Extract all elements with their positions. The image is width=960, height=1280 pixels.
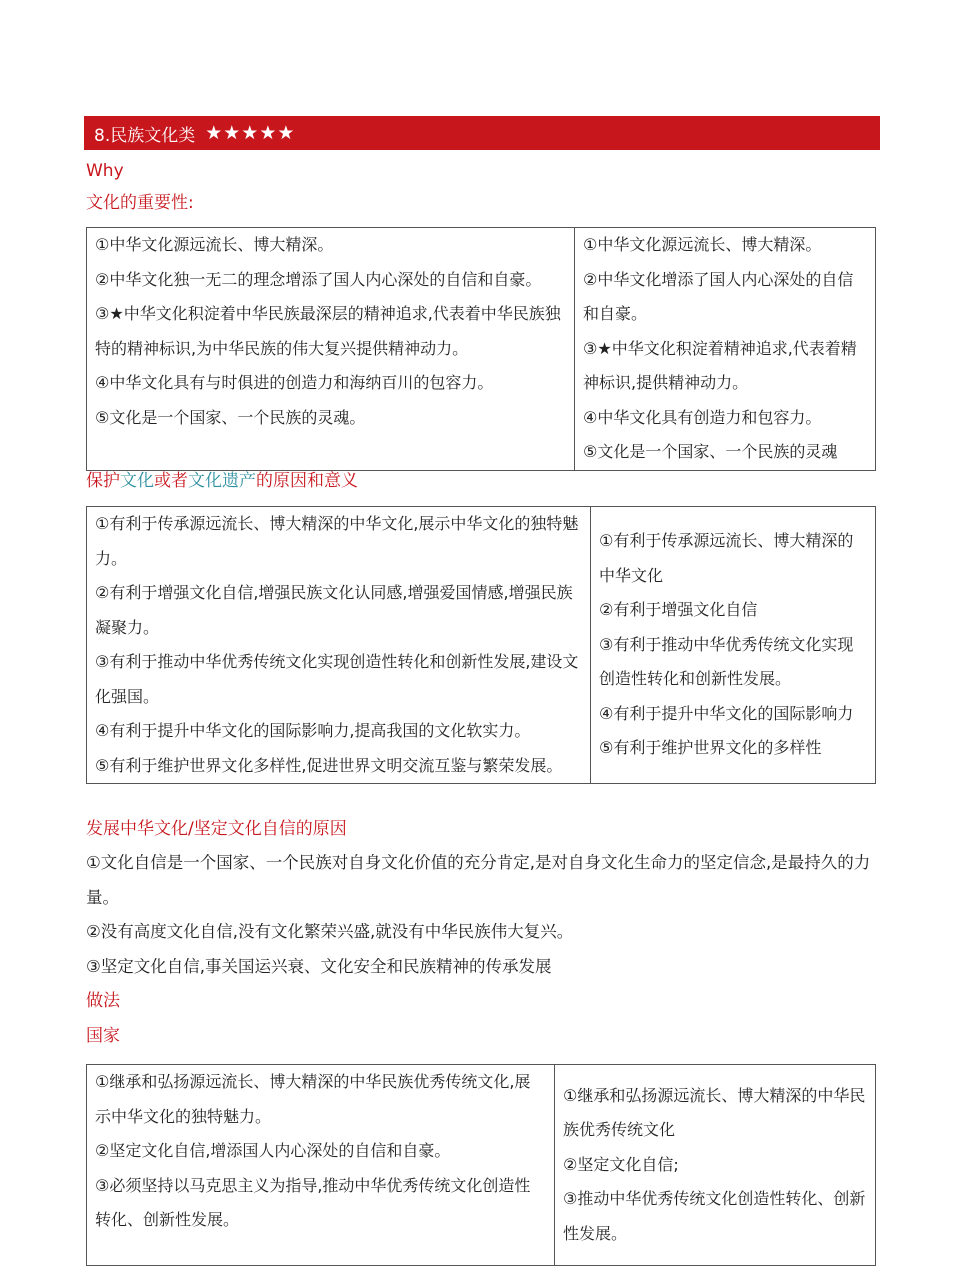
list-item: ④中华文化具有创造力和包容力。: [583, 407, 822, 427]
develop-heading: 发展中华文化/坚定文化自信的原因: [86, 819, 347, 839]
protect-heading-part: 保护: [86, 471, 120, 491]
list-item: ①继承和弘扬源远流长、博大精深的中华民族优秀传统文化,展示中华文化的独特魅力。: [95, 1072, 531, 1126]
importance-table: [86, 227, 876, 471]
country-short-cell: [555, 1065, 876, 1266]
protect-heading-part: 或者: [154, 471, 188, 491]
country-heading: 国家: [86, 1026, 120, 1046]
protect-table: [86, 506, 876, 784]
list-item: ④有利于提升中华文化的国际影响力: [599, 703, 854, 723]
protect-heading-part: 的原因和意义: [256, 471, 358, 491]
list-item: ③有利于推动中华优秀传统文化实现创造性转化和创新性发展,建设文化强国。: [95, 652, 579, 706]
list-item: ①有利于传承源远流长、博大精深的中华文化: [599, 531, 854, 585]
list-item: ②中华文化增添了国人内心深处的自信和自豪。: [583, 269, 854, 323]
section-banner: [84, 116, 880, 150]
protect-heading: [86, 470, 358, 492]
list-item: ③必须坚持以马克思主义为指导,推动中华优秀传统文化创造性转化、创新性发展。: [95, 1175, 531, 1229]
list-item: ①中华文化源远流长、博大精深。: [583, 235, 822, 254]
list-item: ⑤有利于维护世界文化的多样性: [599, 738, 822, 758]
why-heading: Why: [86, 161, 124, 181]
method-heading: 做法: [86, 991, 120, 1011]
rating-stars: ★★★★★: [205, 122, 296, 144]
country-table: [86, 1064, 876, 1266]
protect-heading-part: 文化遗产: [188, 471, 256, 491]
country-full-cell: [87, 1065, 555, 1266]
section-title: 8.民族文化类: [94, 125, 196, 146]
list-item: ④有利于提升中华文化的国际影响力,提高我国的文化软实力。: [95, 721, 531, 740]
list-item: ②有利于增强文化自信,增强民族文化认同感,增强爱国情感,增强民族凝聚力。: [95, 583, 573, 637]
list-item: ③推动中华优秀传统文化创造性转化、创新性发展。: [563, 1189, 866, 1243]
protect-heading-part: 文化: [120, 471, 154, 491]
list-item: ①文化自信是一个国家、一个民族对自身文化价值的充分肯定,是对自身文化生命力的坚定信念,是最持久的力量。: [86, 853, 871, 907]
protect-full-cell: [87, 507, 591, 784]
list-item: ⑤文化是一个国家、一个民族的灵魂: [583, 442, 838, 461]
list-item: ③★中华文化积淀着中华民族最深层的精神追求,代表着中华民族独特的精神标识,为中华民族的伟大复兴提供精神动力。: [95, 304, 561, 358]
importance-short-cell: [575, 228, 876, 471]
list-item: ④中华文化具有与时俱进的创造力和海纳百川的包容力。: [95, 373, 494, 392]
importance-heading: 文化的重要性:: [86, 193, 194, 213]
list-item: ③有利于推动中华优秀传统文化实现创造性转化和创新性发展。: [599, 634, 854, 689]
list-item: ③坚定文化自信,事关国运兴衰、文化安全和民族精神的传承发展: [86, 956, 552, 976]
importance-full-cell: [87, 228, 575, 471]
develop-list: [86, 846, 876, 984]
list-item: ①有利于传承源远流长、博大精深的中华文化,展示中华文化的独特魅力。: [95, 514, 579, 568]
list-item: ②坚定文化自信;: [563, 1154, 679, 1174]
list-item: ②中华文化独一无二的理念增添了国人内心深处的自信和自豪。: [95, 269, 542, 289]
list-item: ②没有高度文化自信,没有文化繁荣兴盛,就没有中华民族伟大复兴。: [86, 922, 574, 941]
list-item: ①继承和弘扬源远流长、博大精深的中华民族优秀传统文化: [563, 1085, 866, 1140]
protect-short-cell: [591, 507, 876, 784]
list-item: ③★中华文化积淀着精神追求,代表着精神标识,提供精神动力。: [583, 338, 857, 392]
list-item: ①中华文化源远流长、博大精深。: [95, 235, 334, 254]
list-item: ②有利于增强文化自信: [599, 600, 758, 620]
list-item: ⑤文化是一个国家、一个民族的灵魂。: [95, 407, 366, 427]
list-item: ⑤有利于维护世界文化多样性,促进世界文明交流互鉴与繁荣发展。: [95, 755, 563, 775]
list-item: ②坚定文化自信,增添国人内心深处的自信和自豪。: [95, 1141, 451, 1160]
